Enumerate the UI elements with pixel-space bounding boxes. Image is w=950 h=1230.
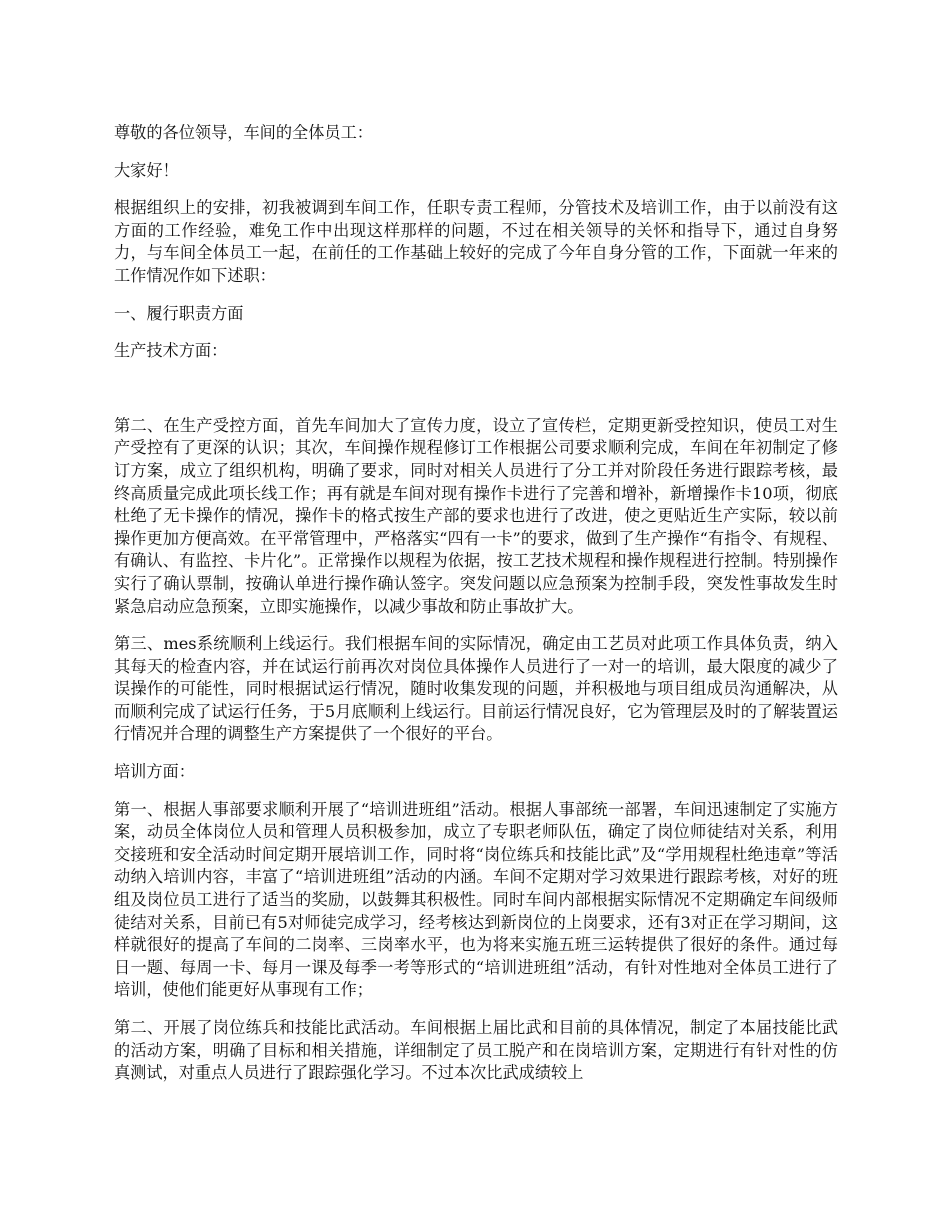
greeting: 大家好！ — [114, 160, 179, 180]
production-item-2: 第二、在生产受控方面，首先车间加大了宣传力度，设立了宣传栏，定期更新受控知识，使员工对生产受控有了更深的认识；其次，车间操作规程修订工作根据公司要求顺利完成，车间在年初制定了修订方案，成立了组织机构，明确了要求，同时对相关人员进行了分工并对阶段任务进行跟踪考核，最终高质量完成此项长线工作；再有就是车间对现有操作卡进行了完善和增补，新增操作卡10项，彻底杜绝了无卡操作的情况，操作卡的格式按生产部的要求也进行了改进，使之更贴近生产实际，较以前操作更加方便高效。在平常管理中，严格落实“四有一卡”的要求，做到了生产操作“有指令、有规程、有确认、有监控、卡片化”。正常操作以规程为依据，按工艺技术规程和操作规程进行控制。特别操作实行了确认票制，按确认单进行操作确认签字。突发问题以应急预案为控制手段，突发性事故发生时紧急启动应急预案，立即实施操作，以减少事故和防止事故扩大。 — [114, 415, 838, 616]
training-item-1: 第一、根据人事部要求顺利开展了“培训进班组”活动。根据人事部统一部署，车间迅速制定了实施方案，动员全体岗位人员和管理人员积极参加，成立了专职老师队伍，确定了岗位师徒结对关系，利用交接班和安全活动时间定期开展培训工作，同时将“岗位练兵和技能比武”及“学用规程杜绝违章”等活动纳入培训内容，丰富了“培训进班组”活动的内涵。车间不定期对学习效果进行跟踪考核，对好的班组及岗位员工进行了适当的奖励，以鼓舞其积极性。同时车间内部根据实际情况不定期确定车间级师徒结对关系，目前已有5对师徒完成学习，经考核达到新岗位的上岗要求，还有3对正在学习期间，这样就很好的提高了车间的二岗率、三岗率水平，也为将来实施五班三运转提供了很好的条件。通过每日一题、每周一卡、每月一课及每季一考等形式的“培训进班组”活动，有针对性地对全体员工进行了培训，使他们能更好从事现有工作； — [114, 799, 838, 1000]
training-item-2: 第二、开展了岗位练兵和技能比武活动。车间根据上届比武和目前的具体情况，制定了本届技能比武的活动方案，明确了目标和相关措施，详细制定了员工脱产和在岗培训方案，定期进行有针对性的仿真测试，对重点人员进行了跟踪强化学习。不过本次比武成绩较上 — [114, 1018, 838, 1083]
subsection-heading-production: 生产技术方面： — [114, 341, 228, 361]
section-heading: 一、履行职责方面 — [114, 303, 244, 323]
subsection-heading-training: 培训方面： — [114, 762, 195, 782]
salutation: 尊敬的各位领导，车间的全体员工： — [114, 123, 373, 142]
blank-gap — [114, 378, 838, 415]
production-item-3: 第三、mes系统顺利上线运行。我们根据车间的实际情况，确定由工艺员对此项工作具体负责，纳入其每天的检查内容，并在试运行前再次对岗位具体操作人员进行了一对一的培训，最大限度的减少了误操作的可能性，同时根据试运行情况，随时收集发现的问题，并积极地与项目组成员沟通解决，从而顺利完成了试运行任务，于5月底顺利上线运行。目前运行情况良好，它为管理层及时的了解装置运行情况并合理的调整生产方案提供了一个很好的平台。 — [114, 634, 838, 744]
intro-paragraph: 根据组织上的安排，初我被调到车间工作，任职专责工程师，分管技术及培训工作，由于以前没有这方面的工作经验，难免工作中出现这样那样的问题，不过在相关领导的关怀和指导下，通过自身努力，与车间全体员工一起，在前任的工作基础上较好的完成了今年自身分管的工作，下面就一年来的工作情况作如下述职： — [114, 198, 838, 285]
document-body — [114, 122, 838, 1100]
